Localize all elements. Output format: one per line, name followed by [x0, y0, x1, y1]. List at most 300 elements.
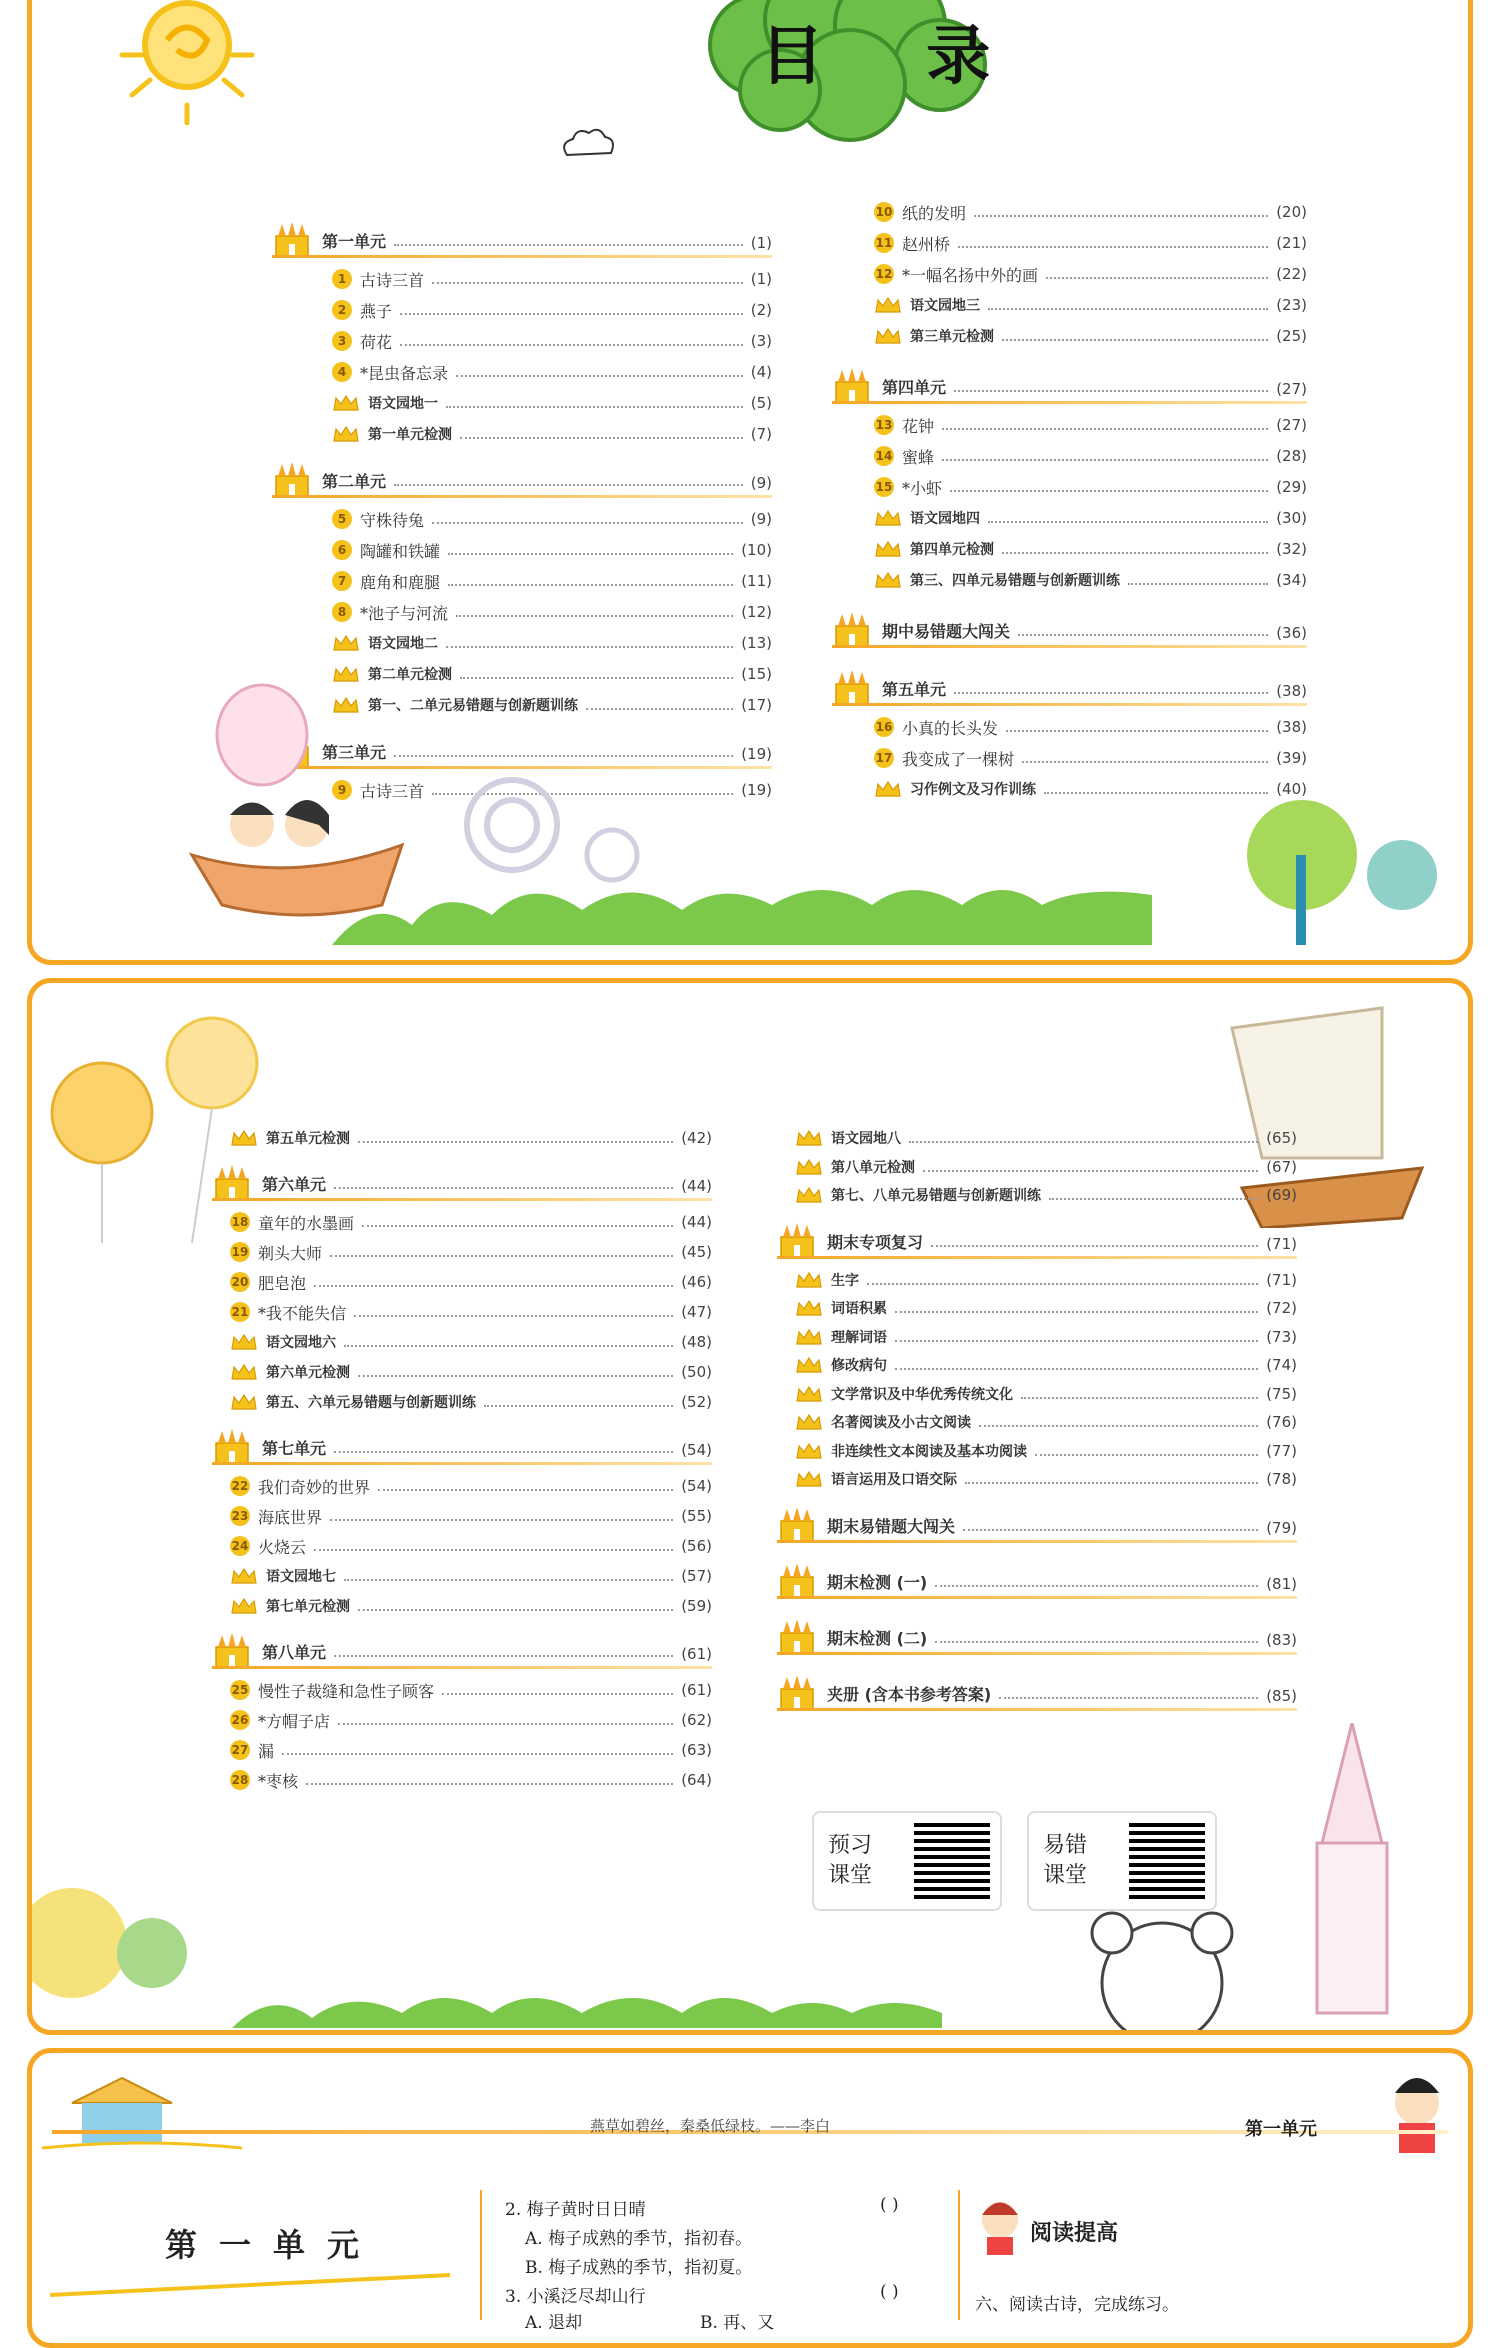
page-number: (75) — [1266, 1384, 1297, 1403]
page-number: (21) — [1276, 234, 1307, 252]
lesson-number-badge: 3 — [332, 331, 352, 351]
page-number: (23) — [1276, 296, 1307, 314]
toc-section-entry[interactable] — [874, 321, 1307, 351]
leader-dots — [954, 692, 1268, 694]
crown-icon — [795, 1470, 823, 1488]
toc-lesson-entry[interactable] — [874, 472, 1307, 502]
toc-page-1 — [27, 0, 1473, 965]
castle-icon — [212, 1427, 252, 1465]
page-number: (52) — [681, 1393, 712, 1411]
unit-underline — [832, 645, 1307, 648]
entry-title: 理解词语 — [831, 1329, 887, 1346]
toc-section-entry[interactable] — [795, 1464, 1297, 1494]
toc-section-entry[interactable] — [874, 534, 1307, 564]
entry-title: 第五单元检测 — [266, 1131, 350, 1147]
unit-one-page-preview — [27, 2048, 1473, 2348]
unit-title: 第一单元 — [322, 232, 387, 251]
leader-dots — [448, 584, 733, 586]
lesson-number-badge: 13 — [874, 415, 894, 435]
leader-dots — [1044, 792, 1268, 794]
page-number: (45) — [681, 1243, 712, 1261]
toc-lesson-entry[interactable] — [230, 1531, 712, 1561]
castle-icon — [212, 1631, 252, 1669]
page-number: (17) — [741, 696, 772, 714]
toc-section-entry[interactable] — [874, 503, 1307, 533]
toc-section-entry[interactable] — [795, 1350, 1297, 1380]
toc-lesson-entry[interactable] — [230, 1267, 712, 1297]
entry-title: 第五、六单元易错题与创新题训练 — [266, 1395, 476, 1411]
leader-dots — [448, 553, 733, 555]
leader-dots — [432, 522, 743, 524]
entry-title: 古诗三首 — [360, 781, 425, 801]
leader-dots — [965, 1482, 1258, 1484]
header-quote: 燕草如碧丝，秦桑低绿枝。——李白 — [590, 2117, 831, 2135]
unit-underline — [777, 1596, 1297, 1599]
leader-dots — [963, 1529, 1258, 1531]
entry-title: 陶罐和铁罐 — [360, 541, 441, 561]
castle-icon — [832, 366, 872, 404]
crown-icon — [332, 425, 360, 443]
page-number: (42) — [681, 1129, 712, 1147]
entry-title: 荷花 — [360, 332, 393, 352]
crown-icon — [332, 394, 360, 412]
qr-preview-card[interactable] — [812, 1811, 1002, 1911]
tree-illustration — [1232, 795, 1442, 945]
crown-icon — [230, 1129, 258, 1147]
entry-title: 童年的水墨画 — [258, 1213, 355, 1233]
entry-title: 我们奇妙的世界 — [258, 1477, 371, 1497]
option-3b: B. 再、又 — [700, 2313, 775, 2333]
qr-label-line2: 课堂 — [1043, 1863, 1088, 1888]
lesson-number-badge: 2 — [332, 300, 352, 320]
leader-dots — [456, 615, 733, 617]
page-number: (85) — [1266, 1686, 1297, 1705]
crown-icon — [230, 1597, 258, 1615]
toc-section-entry[interactable] — [230, 1561, 712, 1591]
toc-lesson-entry[interactable] — [230, 1705, 712, 1735]
toc-lesson-entry[interactable] — [874, 259, 1307, 289]
castle-icon — [272, 220, 312, 258]
leader-dots — [394, 484, 743, 486]
leader-dots — [935, 1585, 1258, 1587]
toc-lesson-entry[interactable] — [332, 264, 772, 294]
reading-section-title: 阅读提高 — [1030, 2221, 1119, 2246]
page-number: (63) — [681, 1741, 712, 1759]
page-number: (20) — [1276, 203, 1307, 221]
unit-title: 第六单元 — [262, 1175, 327, 1194]
entry-title: 语文园地六 — [266, 1335, 336, 1351]
unit-underline — [212, 1666, 712, 1669]
entry-title: 第一、二单元易错题与创新题训练 — [368, 698, 578, 714]
entry-title: 我变成了一棵树 — [902, 749, 1015, 769]
page-number: (39) — [1276, 749, 1307, 767]
toc-unit-heading[interactable] — [832, 662, 1307, 706]
girl-illustration — [1377, 2063, 1457, 2153]
unit-underline — [272, 495, 772, 498]
option-3a: A. 退却 — [525, 2313, 583, 2333]
entry-title: 修改病句 — [831, 1358, 887, 1374]
castle-icon — [777, 1617, 817, 1655]
crown-icon — [795, 1413, 823, 1431]
lesson-number-badge: 11 — [874, 233, 894, 253]
leader-dots — [442, 1693, 673, 1695]
page-number: (40) — [1276, 780, 1307, 798]
page-number: (73) — [1266, 1327, 1297, 1346]
toc-lesson-entry[interactable] — [230, 1297, 712, 1327]
toc-lesson-entry[interactable] — [874, 712, 1307, 742]
toc-unit-heading[interactable] — [832, 604, 1307, 648]
leader-dots — [354, 1315, 673, 1317]
unit-title: 第五单元 — [882, 680, 947, 699]
toc-section-entry[interactable] — [230, 1387, 712, 1417]
entry-title: 古诗三首 — [360, 270, 425, 290]
leader-dots — [358, 1609, 673, 1611]
toc-section-entry[interactable] — [230, 1327, 712, 1357]
lesson-number-badge: 18 — [230, 1212, 250, 1232]
entry-title: 语文园地二 — [368, 636, 438, 652]
page-number: (72) — [1266, 1299, 1297, 1317]
lesson-number-badge: 4 — [332, 362, 352, 382]
leader-dots — [314, 1549, 673, 1551]
page-number: (57) — [681, 1567, 712, 1585]
unit-underline — [777, 1256, 1297, 1259]
leader-dots — [394, 244, 743, 246]
page-number: (74) — [1266, 1356, 1297, 1374]
lesson-number-badge: 5 — [332, 509, 352, 529]
leader-dots — [988, 308, 1268, 310]
leader-dots — [394, 755, 733, 757]
qr-label-line1: 易错 — [1043, 1833, 1088, 1858]
entry-title: 小真的长头发 — [902, 718, 999, 738]
leader-dots — [1128, 583, 1268, 585]
page-number: (77) — [1266, 1441, 1297, 1460]
page-number: (71) — [1266, 1234, 1297, 1253]
crown-icon — [874, 327, 902, 345]
page-number: (48) — [681, 1333, 712, 1351]
crown-icon — [874, 509, 902, 527]
crown-icon — [230, 1333, 258, 1351]
page-number: (55) — [681, 1507, 712, 1525]
entry-title: 第二单元检测 — [368, 667, 452, 683]
toc-unit-heading[interactable] — [272, 214, 772, 258]
entry-title: 燕子 — [360, 301, 393, 321]
toc-unit-heading[interactable] — [832, 360, 1307, 404]
page-number: (79) — [1266, 1518, 1297, 1537]
page-number: (71) — [1266, 1270, 1297, 1289]
entry-title: 文学常识及中华优秀传统文化 — [831, 1386, 1013, 1403]
leader-dots — [456, 375, 743, 377]
toc-lesson-entry[interactable] — [230, 1675, 712, 1705]
lesson-number-badge: 27 — [230, 1740, 250, 1760]
leader-dots — [446, 406, 743, 408]
unit-underline — [212, 1198, 712, 1201]
leader-dots — [909, 1141, 1258, 1143]
page-number: (28) — [1276, 447, 1307, 465]
page-number: (38) — [1276, 682, 1307, 700]
leader-dots — [338, 1723, 673, 1725]
crown-icon — [795, 1442, 823, 1460]
unit-underline — [272, 255, 772, 258]
page-number: (44) — [681, 1213, 712, 1231]
leader-dots — [931, 1245, 1258, 1247]
crown-icon — [332, 634, 360, 652]
toc-lesson-entry[interactable] — [230, 1471, 712, 1501]
page-number: (81) — [1266, 1574, 1297, 1593]
leader-dots — [1018, 634, 1268, 636]
qr-mistakes-card[interactable] — [1027, 1811, 1217, 1911]
toc-section-entry[interactable] — [795, 1379, 1297, 1409]
toc-lesson-entry[interactable] — [332, 566, 772, 596]
toc-section-entry[interactable] — [874, 565, 1307, 595]
crown-icon — [795, 1356, 823, 1374]
toc-section-entry[interactable] — [795, 1180, 1297, 1210]
page-number: (47) — [681, 1303, 712, 1321]
page-number: (11) — [741, 572, 772, 590]
lesson-number-badge: 7 — [332, 571, 352, 591]
castle-icon — [272, 460, 312, 498]
lesson-number-badge: 28 — [230, 1770, 250, 1790]
toc-lesson-entry[interactable] — [874, 743, 1307, 773]
leader-dots — [935, 1641, 1258, 1643]
unit-title: 期末专项复习 — [827, 1232, 924, 1252]
unit-underline — [832, 401, 1307, 404]
leader-dots — [334, 1187, 673, 1189]
toc-section-entry[interactable] — [332, 628, 772, 658]
leader-dots — [432, 282, 743, 284]
crown-icon — [795, 1158, 823, 1176]
lesson-number-badge: 17 — [874, 748, 894, 768]
leader-dots — [950, 490, 1268, 492]
lesson-number-badge: 14 — [874, 446, 894, 466]
page-number: (9) — [750, 510, 772, 528]
entry-title: 语文园地八 — [831, 1131, 901, 1147]
unit-title: 第二单元 — [322, 472, 387, 491]
page-number: (2) — [750, 301, 772, 319]
crown-icon — [230, 1363, 258, 1381]
toc-unit-heading[interactable] — [777, 1667, 1297, 1711]
lesson-number-badge: 21 — [230, 1302, 250, 1322]
leader-dots — [1006, 730, 1268, 732]
lesson-number-badge: 25 — [230, 1680, 250, 1700]
page-number: (19) — [741, 745, 772, 763]
entry-title: 蜜蜂 — [902, 447, 935, 467]
toc-lesson-entry[interactable] — [874, 228, 1307, 258]
leader-dots — [1002, 552, 1268, 554]
grass-decoration — [232, 1968, 1032, 2028]
entry-title: *昆虫备忘录 — [360, 363, 449, 383]
page-number: (4) — [750, 363, 772, 381]
toc-page-2 — [27, 978, 1473, 2035]
unit-title: 第七单元 — [262, 1439, 327, 1458]
crown-icon — [795, 1299, 823, 1317]
toc-lesson-entry[interactable] — [332, 535, 772, 565]
entry-title: 肥皂泡 — [258, 1273, 307, 1293]
option-2a: A. 梅子成熟的季节，指初春。 — [525, 2229, 753, 2249]
toc-section-entry[interactable] — [795, 1322, 1297, 1352]
entry-title: 鹿角和鹿腿 — [360, 572, 441, 592]
entry-title: 语言运用及口语交际 — [831, 1472, 957, 1488]
unit-title: 期末检测 (一) — [827, 1572, 928, 1592]
toc-unit-heading[interactable] — [212, 1625, 712, 1669]
page-number: (36) — [1276, 624, 1307, 642]
leader-dots — [334, 1451, 673, 1453]
page-number: (30) — [1276, 509, 1307, 527]
toc-section-entry[interactable] — [795, 1436, 1297, 1466]
toc-lesson-entry[interactable] — [874, 441, 1307, 471]
page-number: (27) — [1276, 380, 1307, 398]
crown-icon — [874, 540, 902, 558]
toc-unit-heading[interactable] — [777, 1215, 1297, 1259]
page-number: (7) — [750, 425, 772, 443]
page-number: (15) — [741, 665, 772, 683]
unit-title: 夹册 (含本书参考答案) — [827, 1684, 992, 1704]
toc-lesson-entry[interactable] — [230, 1237, 712, 1267]
castle-icon — [777, 1673, 817, 1711]
leader-dots — [358, 1375, 673, 1377]
toc-unit-heading[interactable] — [777, 1611, 1297, 1655]
leader-dots — [362, 1225, 673, 1227]
toc-unit-heading[interactable] — [212, 1157, 712, 1201]
answer-paren[interactable]: ( ) — [880, 2282, 899, 2302]
crown-icon — [795, 1186, 823, 1204]
crown-icon — [230, 1567, 258, 1585]
entry-title: 非连续性文本阅读及基本功阅读 — [831, 1443, 1027, 1460]
lesson-number-badge: 24 — [230, 1536, 250, 1556]
lesson-number-badge: 23 — [230, 1506, 250, 1526]
grass-decoration — [332, 855, 1152, 945]
entry-title: 剃头大师 — [258, 1243, 323, 1263]
crown-icon — [874, 296, 902, 314]
toc-section-entry[interactable] — [795, 1152, 1297, 1182]
toc-lesson-entry[interactable] — [332, 357, 772, 387]
entry-title: 第三、四单元易错题与创新题训练 — [910, 573, 1120, 589]
lesson-number-badge: 10 — [874, 202, 894, 222]
page-number: (61) — [681, 1681, 712, 1699]
leader-dots — [334, 1655, 673, 1657]
lesson-number-badge: 6 — [332, 540, 352, 560]
leader-dots — [344, 1345, 673, 1347]
entry-title: 语文园地一 — [368, 396, 438, 412]
entry-title: 第四单元检测 — [910, 542, 994, 558]
toc-lesson-entry[interactable] — [874, 197, 1307, 227]
option-2b: B. 梅子成熟的季节，指初夏。 — [525, 2258, 753, 2278]
unit-tag: 第一单元 — [1245, 2119, 1317, 2140]
page-number: (32) — [1276, 540, 1307, 558]
toc-unit-heading[interactable] — [777, 1499, 1297, 1543]
page-number: (44) — [681, 1177, 712, 1195]
toc-section-entry[interactable] — [332, 388, 772, 418]
toc-lesson-entry[interactable] — [230, 1207, 712, 1237]
unit-underline — [832, 703, 1307, 706]
castle-illustration — [1272, 1723, 1432, 2023]
toc-unit-heading[interactable] — [212, 1421, 712, 1465]
toc-section-entry[interactable] — [795, 1265, 1297, 1295]
leader-dots — [378, 1489, 673, 1491]
unit-underline — [777, 1652, 1297, 1655]
crown-icon — [795, 1328, 823, 1346]
entry-title: *枣核 — [258, 1771, 299, 1791]
leader-dots — [460, 437, 743, 439]
page-number: (10) — [741, 541, 772, 559]
page-number: (56) — [681, 1537, 712, 1555]
page-number: (34) — [1276, 571, 1307, 589]
toc-lesson-entry[interactable] — [332, 295, 772, 325]
toc-section-entry[interactable] — [795, 1123, 1297, 1153]
toc-section-entry[interactable] — [795, 1293, 1297, 1323]
entry-title: 词语积累 — [831, 1301, 887, 1317]
leader-dots — [400, 313, 743, 315]
sun-icon — [112, 0, 262, 125]
leader-dots — [484, 1405, 673, 1407]
toc-lesson-entry[interactable] — [332, 326, 772, 356]
qr-label-line2: 课堂 — [828, 1863, 873, 1888]
qr-code-icon — [914, 1823, 990, 1899]
page-number: (76) — [1266, 1413, 1297, 1431]
entry-title: 第七单元检测 — [266, 1599, 350, 1615]
toc-section-entry[interactable] — [230, 1123, 712, 1153]
toc-section-entry[interactable] — [230, 1357, 712, 1387]
crown-icon — [874, 780, 902, 798]
lesson-number-badge: 19 — [230, 1242, 250, 1262]
entry-title: 守株待兔 — [360, 510, 425, 530]
entry-title: 第六单元检测 — [266, 1365, 350, 1381]
page-number: (46) — [681, 1273, 712, 1291]
leader-dots — [344, 1579, 673, 1581]
leader-dots — [400, 344, 743, 346]
reading-character-icon — [975, 2195, 1025, 2255]
lollipop-decoration — [462, 775, 662, 905]
entry-title: 花钟 — [902, 416, 935, 436]
entry-title: 慢性子裁缝和急性子顾客 — [258, 1681, 435, 1701]
toc-lesson-entry[interactable] — [874, 410, 1307, 440]
leader-dots — [867, 1283, 1258, 1285]
leader-dots — [988, 521, 1268, 523]
crown-icon — [795, 1385, 823, 1403]
crown-icon — [795, 1129, 823, 1147]
carousel-illustration — [42, 2073, 242, 2153]
leader-dots — [314, 1285, 673, 1287]
toc-lesson-entry[interactable] — [230, 1765, 712, 1795]
toc-section-entry[interactable] — [230, 1591, 712, 1621]
leader-dots — [586, 708, 733, 710]
toc-lesson-entry[interactable] — [230, 1735, 712, 1765]
answer-paren[interactable]: ( ) — [880, 2195, 899, 2215]
leader-dots — [330, 1255, 673, 1257]
toc-section-entry[interactable] — [332, 419, 772, 449]
leader-dots — [1002, 339, 1268, 341]
page-number: (64) — [681, 1771, 712, 1789]
entry-title: 语文园地四 — [910, 511, 980, 527]
toc-lesson-entry[interactable] — [332, 504, 772, 534]
unit-big-title: 第一单元 — [165, 2226, 382, 2264]
toc-lesson-entry[interactable] — [332, 597, 772, 627]
toc-section-entry[interactable] — [795, 1407, 1297, 1437]
leader-dots — [358, 1141, 673, 1143]
page-number: (3) — [750, 332, 772, 350]
unit-title: 第三单元 — [322, 743, 387, 762]
page-number: (59) — [681, 1597, 712, 1615]
page-number: (19) — [741, 781, 772, 799]
page-number: (9) — [750, 474, 772, 492]
toc-unit-heading[interactable] — [272, 454, 772, 498]
toc-unit-heading[interactable] — [777, 1555, 1297, 1599]
page-number: (54) — [681, 1441, 712, 1459]
toc-section-entry[interactable] — [874, 290, 1307, 320]
crown-icon — [230, 1393, 258, 1411]
leader-dots — [958, 246, 1268, 248]
toc-lesson-entry[interactable] — [230, 1501, 712, 1531]
entry-title: 海底世界 — [258, 1507, 323, 1527]
